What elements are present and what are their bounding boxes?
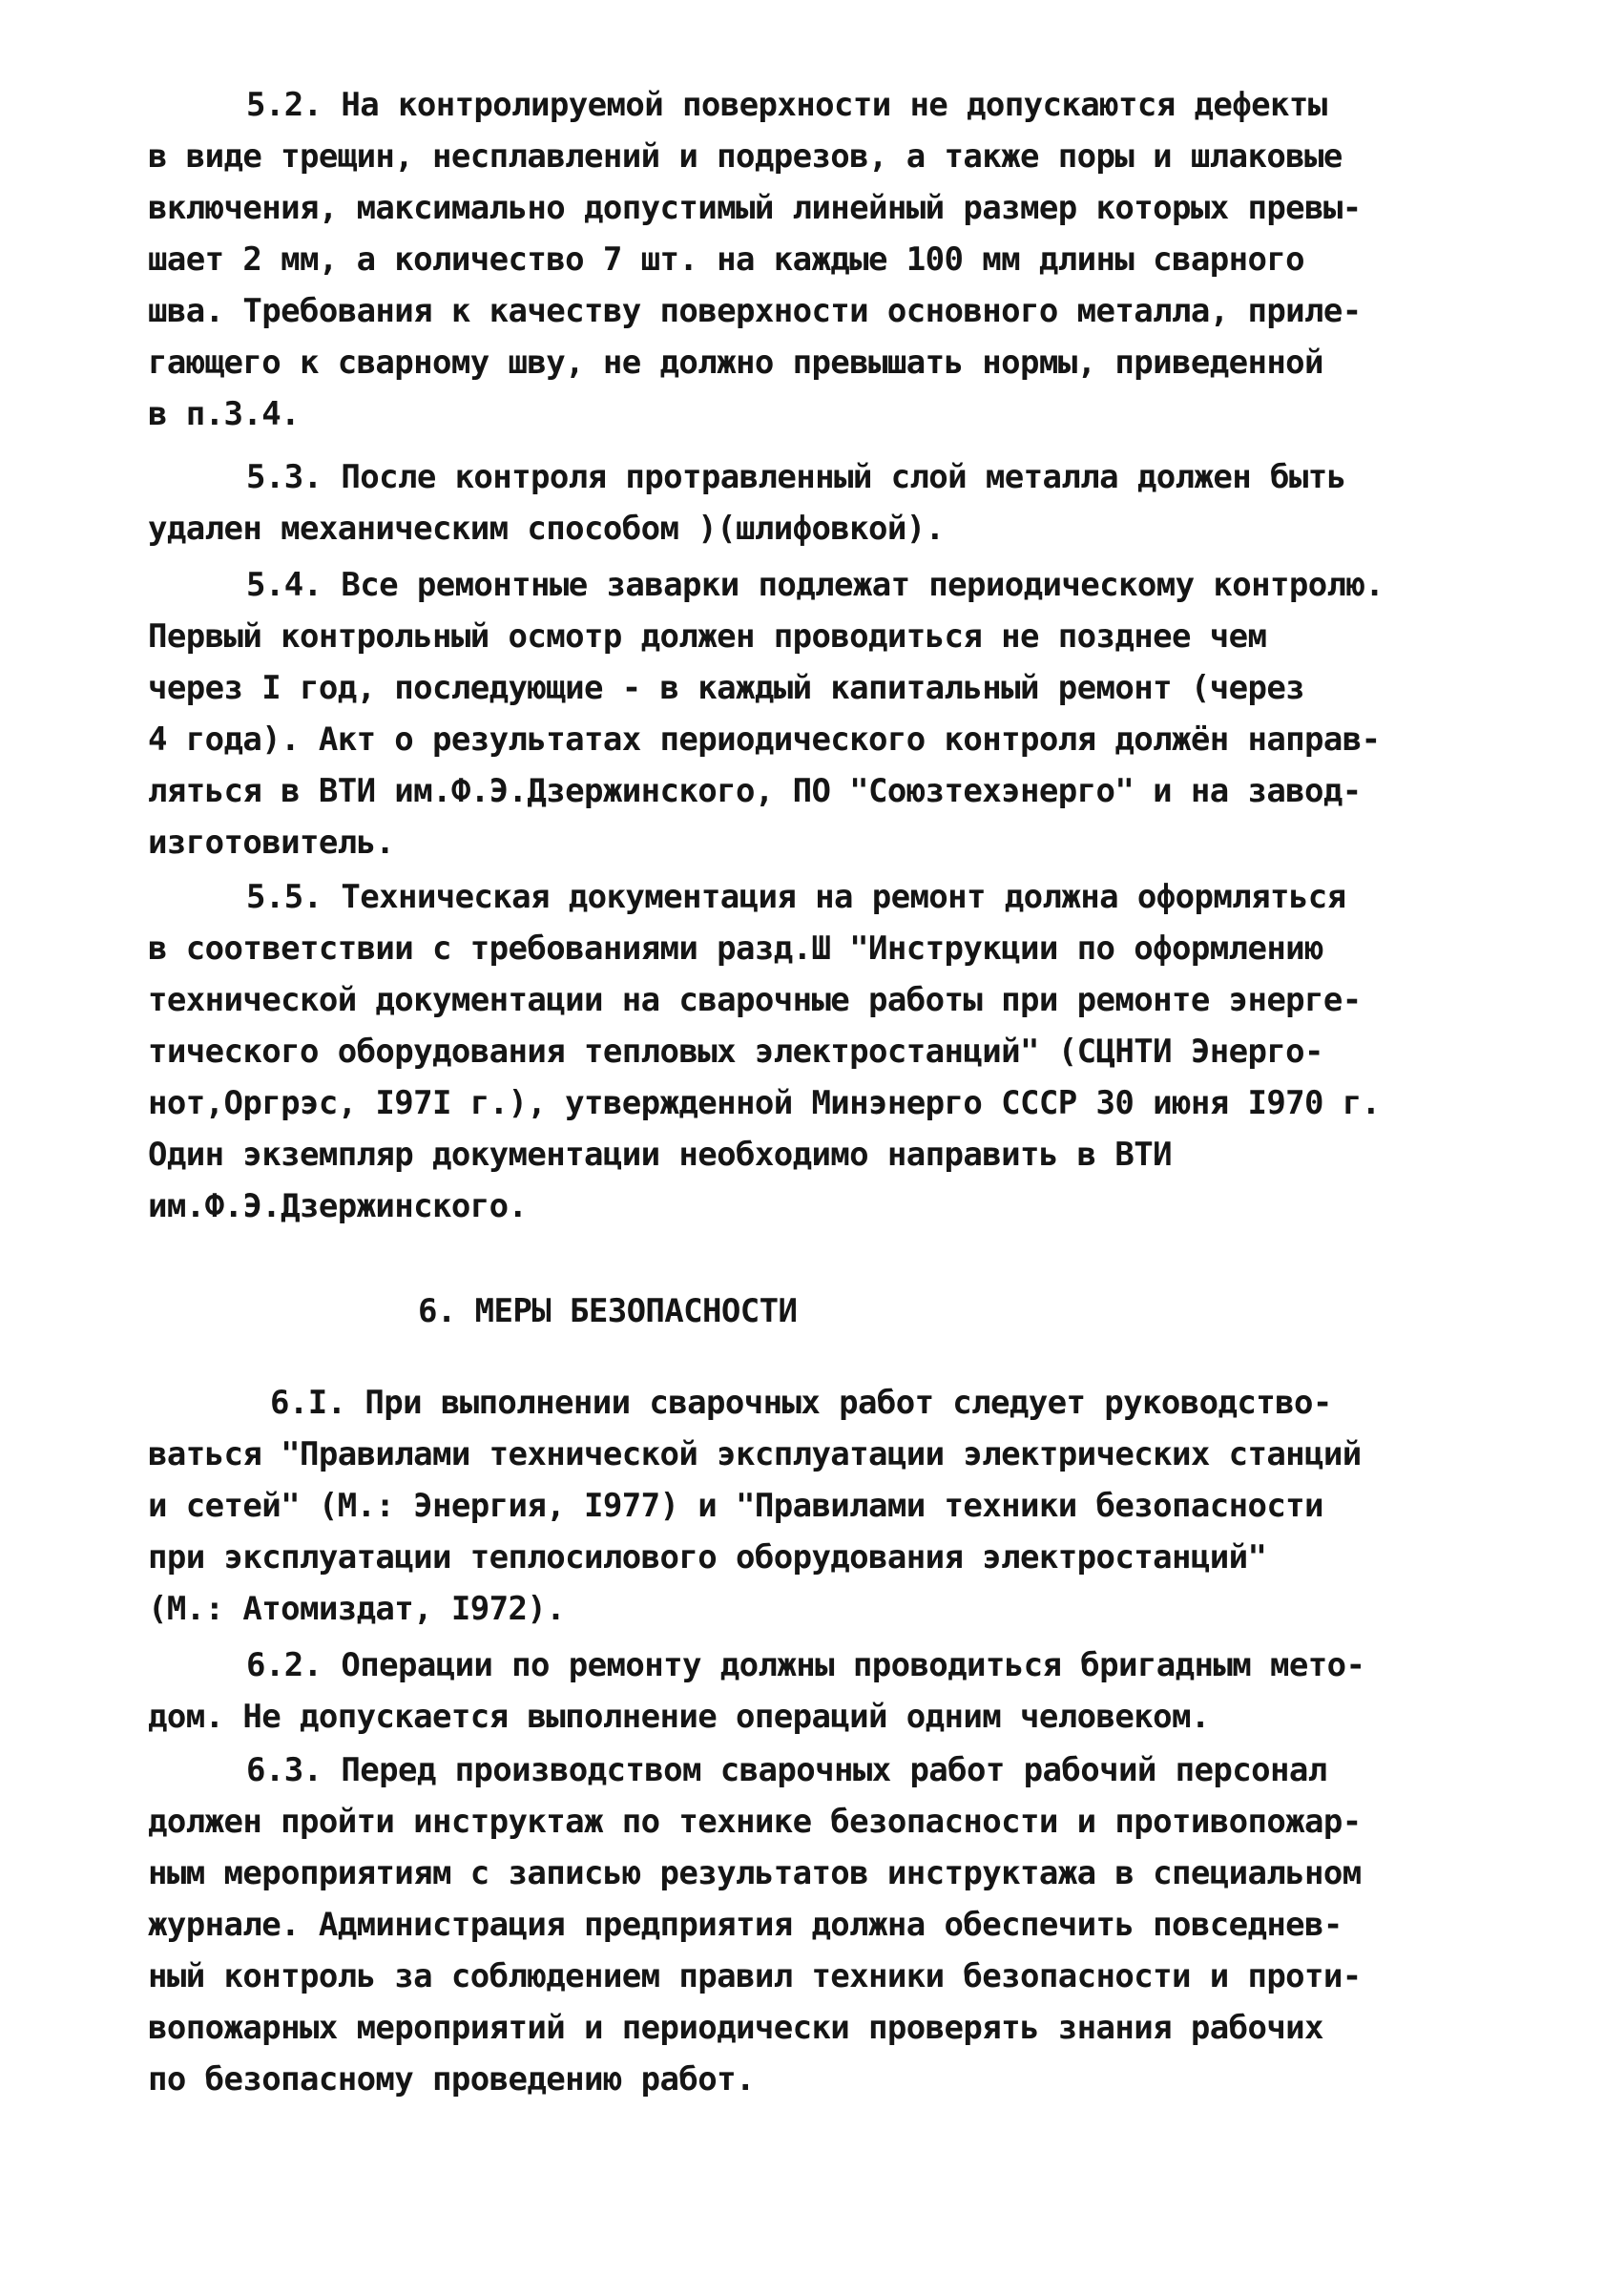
paragraph-5-3-line: 5.3. После контроля протравленный слой металла должен быть [246, 458, 1346, 496]
paragraph-5-2-line: в виде трещин, несплавлений и подрезов, а также поры и шлаковые [148, 137, 1343, 176]
paragraph-5-2-line: 5.2. На контролируемой поверхности не допускаются дефекты [246, 86, 1327, 124]
paragraph-6-1-line: 6.I. При выполнении сварочных работ следует руководство- [270, 1384, 1332, 1422]
paragraph-6-3-line: журнале. Администрация предприятия должна обеспечить повседнев- [148, 1906, 1343, 1944]
paragraph-5-5-line: технической документации на сварочные работы при ремонте энерге- [148, 981, 1362, 1019]
paragraph-6-1-line: (М.: Атомиздат, I972). [148, 1590, 566, 1628]
paragraph-5-3-line: удален механическим способом )(шлифовкой). [148, 510, 945, 548]
paragraph-5-4-line: ляться в ВТИ им.Ф.Э.Дзержинского, ПО "Союзтехэнерго" и на завод- [148, 772, 1362, 810]
paragraph-5-4-line: 4 года). Акт о результатах периодического контроля должён направ- [148, 720, 1381, 759]
paragraph-6-2-line: 6.2. Операции по ремонту должны проводиться бригадным мето- [246, 1646, 1365, 1684]
paragraph-5-2-line: шает 2 мм, а количество 7 шт. на каждые 100 мм длины сварного [148, 240, 1305, 279]
paragraph-5-4-line: Первый контрольный осмотр должен проводиться не позднее чем [148, 617, 1267, 656]
paragraph-6-2-line: дом. Не допускается выполнение операций одним человеком. [148, 1698, 1210, 1736]
paragraph-5-5-line: нот,Оргрэс, I97I г.), утвержденной Минэнерго СССР 30 июня I970 г. [148, 1084, 1381, 1122]
paragraph-5-5-line: в соответствии с требованиями разд.Ш "Инструкции по оформлению [148, 929, 1323, 968]
paragraph-6-3-line: должен пройти инструктаж по технике безопасности и противопожар- [148, 1803, 1362, 1841]
paragraph-5-5-line: тического оборудования тепловых электростанций" (СЦНТИ Энерго- [148, 1033, 1323, 1071]
paragraph-5-2-line: шва. Требования к качеству поверхности основного металла, приле- [148, 292, 1362, 330]
paragraph-6-1-line: при эксплуатации теплосилового оборудования электростанций" [148, 1538, 1267, 1576]
paragraph-6-3-line: ным мероприятиям с записью результатов инструктажа в специальном [148, 1854, 1362, 1892]
section-heading: 6. МЕРЫ БЕЗОПАСНОСТИ [418, 1292, 798, 1330]
paragraph-6-3-line: ный контроль за соблюдением правил техники безопасности и проти- [148, 1957, 1362, 1995]
paragraph-5-2-line: включения, максимально допустимый линейный размер которых превы- [148, 189, 1362, 227]
paragraph-5-5-line: Один экземпляр документации необходимо направить в ВТИ [148, 1136, 1172, 1174]
paragraph-6-1-line: ваться "Правилами технической эксплуатации электрических станций [148, 1435, 1362, 1473]
paragraph-5-4-line: 5.4. Все ремонтные заварки подлежат периодическому контролю. [246, 566, 1385, 604]
paragraph-5-4-line: изготовитель. [148, 824, 395, 862]
paragraph-6-1-line: и сетей" (М.: Энергия, I977) и "Правилами техники безопасности [148, 1487, 1323, 1525]
paragraph-5-2-line: в п.3.4. [148, 395, 300, 433]
paragraph-6-3-line: 6.3. Перед производством сварочных работ рабочий персонал [246, 1751, 1327, 1789]
paragraph-6-3-line: по безопасному проведению работ. [148, 2060, 755, 2099]
paragraph-5-2-line: гающего к сварному шву, не должно превышать нормы, приведенной [148, 344, 1323, 382]
paragraph-5-5-line: им.Ф.Э.Дзержинского. [148, 1187, 528, 1225]
paragraph-5-4-line: через I год, последующие - в каждый капитальный ремонт (через [148, 669, 1305, 707]
paragraph-5-5-line: 5.5. Техническая документация на ремонт должна оформляться [246, 878, 1346, 916]
paragraph-6-3-line: вопожарных мероприятий и периодически проверять знания рабочих [148, 2009, 1323, 2047]
